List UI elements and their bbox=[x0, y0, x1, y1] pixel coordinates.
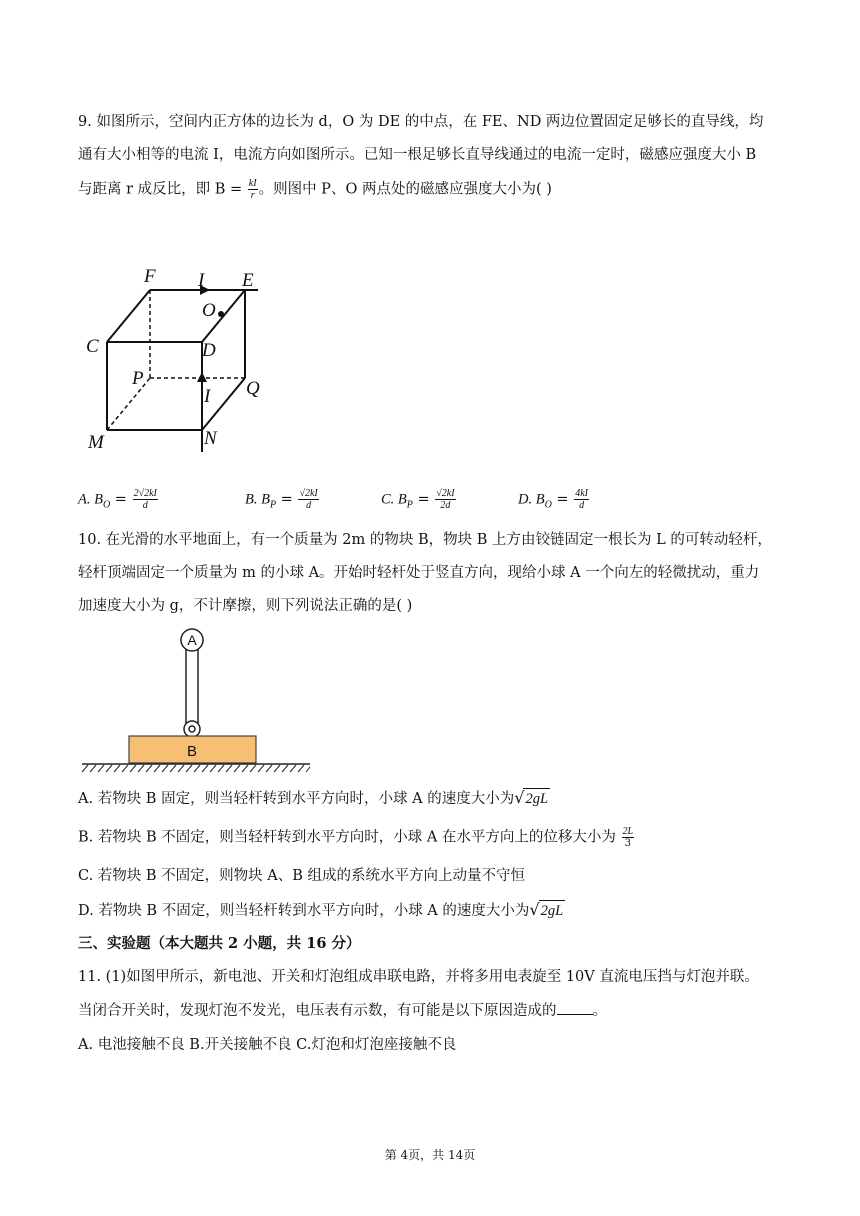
section-3-heading: 三、实验题（本大题共 2 小题，共 16 分） bbox=[78, 935, 361, 952]
q9-line-3-post: 。则图中 P、O 两点处的磁感应强度大小为( ) bbox=[258, 181, 552, 198]
ground-hatch bbox=[82, 765, 310, 772]
q10-line-3: 加速度大小为 g，不计摩擦，则下列说法正确的是( ) bbox=[78, 598, 413, 614]
label-i-top: I bbox=[198, 270, 205, 291]
q10-line-1: 10. 在光滑的水平地面上，有一个质量为 2m 的物块 B，物块 B 上方由铰链固定一根长为 L 的可转动轻杆， bbox=[78, 532, 772, 548]
q9-option-a-sub: O bbox=[102, 499, 111, 511]
label-i-mid: I bbox=[204, 386, 211, 407]
q9-option-d-den: d bbox=[579, 500, 585, 511]
q9-option-a-den: d bbox=[142, 500, 148, 511]
q9-line-1: 9. 如图所示，空间内正方体的边长为 d，O 为 DE 的中点，在 FE、ND 两边位置固定足够长的直导线，均 bbox=[78, 114, 764, 130]
q9-option-b-den: d bbox=[306, 500, 312, 511]
q11-line-2-end: 。 bbox=[592, 1003, 607, 1019]
q9-option-a: A. $B_O$ = $\frac{2√2kI}{d}$ bbox=[78, 488, 157, 511]
q9-option-c-den: 2d bbox=[440, 500, 451, 511]
q9-option-c: C. $B_P$ = $\frac{√2kI}{2d}$ bbox=[381, 488, 455, 511]
q9-option-a-num: 2√2kI bbox=[133, 488, 157, 499]
q9-option-c-num: √2kI bbox=[436, 488, 455, 499]
q9-option-b: B. $B_P$ = $\frac{√2kI}{d}$ bbox=[245, 488, 318, 511]
rod-block-figure bbox=[78, 628, 318, 773]
q10-option-a-text: A. 若物块 B 固定，则当轻杆转到水平方向时，小球 A 的速度大小为 bbox=[78, 791, 515, 807]
q9-option-d-sub: O bbox=[544, 499, 552, 511]
answer-blank[interactable] bbox=[557, 1000, 593, 1015]
q10-option-b bbox=[78, 826, 635, 849]
label-d: D bbox=[202, 340, 216, 361]
label-q: Q bbox=[246, 378, 260, 399]
point-o-dot bbox=[218, 311, 224, 317]
q10-option-d: D. 若物块 B 不固定，则当轻杆转到水平方向时，小球 A 的速度大小为√2gL bbox=[78, 900, 564, 919]
q11-line-3: A. 电池接触不良 B.开关接触不良 C.灯泡和灯泡座接触不良 bbox=[78, 1037, 457, 1053]
q10-option-b-den: 3 bbox=[624, 838, 632, 849]
q11-line-2-text: 当闭合开关时，发现灯泡不发光，电压表有示数，有可能是以下原因造成的 bbox=[78, 1003, 557, 1019]
q9-line-3 bbox=[78, 178, 552, 201]
q10-line-2: 轻杆顶端固定一个质量为 m 的小球 A。开始时轻杆处于竖直方向，现给小球 A 一个向左的轻微扰动，重力 bbox=[78, 565, 760, 581]
q10-option-b-text: B. 若物块 B 不固定，则当轻杆转到水平方向时，小球 A 在水平方向上的位移大小为 bbox=[78, 829, 616, 846]
hinge-inner bbox=[189, 726, 195, 732]
q10-option-a-sqrt: 2gL bbox=[523, 788, 550, 809]
cube-figure bbox=[80, 262, 280, 457]
current-arrow-mid-icon bbox=[197, 372, 207, 382]
ball-a-label: A bbox=[187, 632, 197, 648]
label-o: O bbox=[202, 300, 216, 321]
q9-line-3-pre: 与距离 r 成反比，即 B = bbox=[78, 181, 243, 198]
q9-formula bbox=[248, 178, 258, 201]
q10-option-d-text: D. 若物块 B 不固定，则当轻杆转到水平方向时，小球 A 的速度大小为 bbox=[78, 903, 530, 919]
q9-option-c-label: C. B bbox=[381, 491, 407, 508]
q9-option-c-sub: P bbox=[406, 499, 413, 511]
label-e: E bbox=[242, 270, 254, 291]
q10-option-a: A. 若物块 B 固定，则当轻杆转到水平方向时，小球 A 的速度大小为√2gL bbox=[78, 788, 549, 807]
q9-option-a-label: A. B bbox=[78, 491, 103, 508]
label-c: C bbox=[86, 336, 99, 357]
q9-option-d: D. $B_O$ = $\frac{4kI}{d}$ bbox=[518, 488, 588, 511]
q9-option-b-label: B. B bbox=[245, 491, 270, 508]
q9-option-b-sub: P bbox=[269, 499, 277, 511]
q9-option-b-num: √2kI bbox=[299, 488, 318, 499]
q11-line-2 bbox=[78, 1000, 607, 1021]
page-footer: 第 4页，共 14页 bbox=[384, 1148, 476, 1162]
label-m: M bbox=[88, 432, 104, 453]
q9-formula-den: r bbox=[250, 190, 255, 201]
q10-option-d-sqrt: 2gL bbox=[539, 900, 566, 921]
label-p: P bbox=[132, 368, 144, 389]
q10-option-b-num: 2L bbox=[622, 826, 634, 837]
block-b-label: B bbox=[186, 743, 198, 760]
q9-formula-num: kI bbox=[248, 178, 257, 189]
q9-option-d-num: 4kI bbox=[575, 488, 588, 499]
q9-line-2: 通有大小相等的电流 I，电流方向如图所示。已知一根足够长直导线通过的电流一定时，磁感应强度大小 B bbox=[78, 147, 757, 163]
q10-option-c: C. 若物块 B 不固定，则物块 A、B 组成的系统水平方向上动量不守恒 bbox=[78, 868, 526, 884]
label-n: N bbox=[204, 428, 217, 449]
light-rod bbox=[186, 648, 198, 728]
q9-option-d-label: D. B bbox=[518, 491, 545, 508]
label-f: F bbox=[144, 266, 156, 287]
q11-line-1: 11. (1)如图甲所示，新电池、开关和灯泡组成串联电路，并将多用电表旋至 10V 直流电压挡与灯泡并联。 bbox=[78, 969, 759, 985]
